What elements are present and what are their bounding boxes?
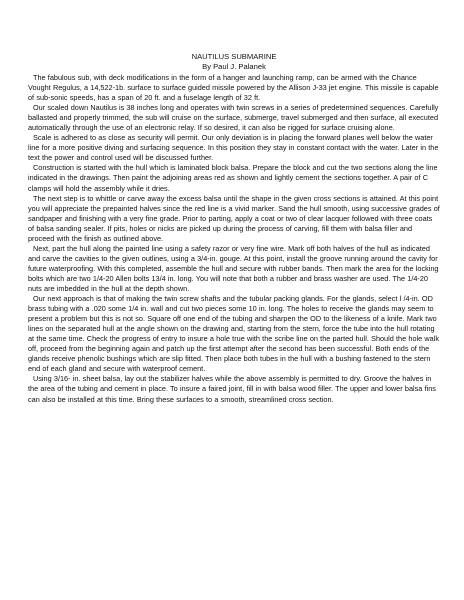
article-title: NAUTILUS SUBMARINE — [191, 52, 277, 61]
paragraph-2: Our scaled down Nautilus is 38 inches long and operates with twin screws in a series of predetermined sequences. Carefully ballasted and properly trimmed, the sub will cruise on the surface, submerge, travel submerged and then surface, all executed automatically through the use of an electronic relay. If so desired, it can also be rigged for surface cruising alone. — [28, 103, 439, 133]
paragraph-4: Construction is started with the hull which is laminated block balsa. Prepare the block and cut the two sections along the line indicated in the drawings. Then paint the adjoining areas red as shown and lightly cement the sections together. A pair of C clamps will hold the assembly while it dries. — [28, 163, 438, 193]
article-byline: By Paul J. Palanek — [202, 62, 266, 71]
paragraph-7: Our next approach is that of making the twin screw shafts and the tubular packing glands. For the glands, select l /4-in. OD brass tubing with a .020 some 1/4 in. wall and cut two pieces some 10 in. long. The holes to receive the glands may seem to present a problem but this is not so. Square off one end of the tubing and sharpen the OD to the likeness of a knife. Mark two lines on the separated hull at the angle shown on the drawing and, starting from the stern, force the tube into the hull rotating at the same time. Check the progress of entry to insure a hole true with the scribe line on the parted hull. Should the hole walk off, proceed from the beginning again and patch up the first attempt after the second has been successful. Both ends of the glands receive phenolic bushings which are slip fitted. Then place both tubes in the hull with a bushing fastened to the stern end of each gland and secure with waterproof cement. — [28, 294, 440, 374]
paragraph-3: Scale is adhered to as close as security will permit. Our only deviation is in placing the forward planes well below the water line for a more positive diving and surfacing sequence. In this position they stay in constant contact with the water. Later in the text the power and control used will be discussed further. — [28, 133, 439, 163]
paragraph-1: The fabulous sub, with deck modifications in the form of a hanger and launching ramp, can be armed with the Chance Vought Regulus, a 14,522-1b. surface to surface guided missile powered by the Allison J-33 jet engine. This missile is capable of sub-sonic speeds, has a span of 20 ft. and a fuselage length of 32 ft. — [28, 73, 439, 103]
paragraph-8: Using 3/16- in. sheet balsa, lay out the stabilizer halves while the above assembly is permitted to dry. Groove the halves in the area of the tubing and cement in place. To insure a faired joint, fill in with balsa wood filler. The upper and lower balsa fins can also be installed at this time. Bring these surfaces to a smooth, streamlined cross section. — [28, 374, 436, 404]
paragraph-5: The next step is to whittle or carve away the excess balsa until the shape in the given cross sections is attained. At this point you will appreciate the prepainted halves since the red line is a vivid marker. Sand the hull smooth, using successive grades of sandpaper and finishing with a very fine grade. Prior to parting, apply a coat or two of clear lacquer followed with three coats of balsa sanding sealer. If pits, holes or nicks are picked up during the process of carving, fill them with balsa filler and proceed with the finish as outlined above. — [28, 193, 440, 243]
paragraph-6: Next, part the hull along the painted line using a safety razor or very fine wire. Mark off both halves of the hull as indicated and carve the cavities to the given outlines, using a 3/4-in. gouge. At this point, install the groove running around the cavity for future waterproofing. With this completed, assemble the hull and secure with rubber bands. Then mark the area for the locking bolts which are two 1/4-20 Allen bolts 13/4 in. long. You will note that both a rubber and brass washer are used. The 1/4-20 nuts are imbedded in the hull at the depth shown. — [28, 243, 439, 293]
